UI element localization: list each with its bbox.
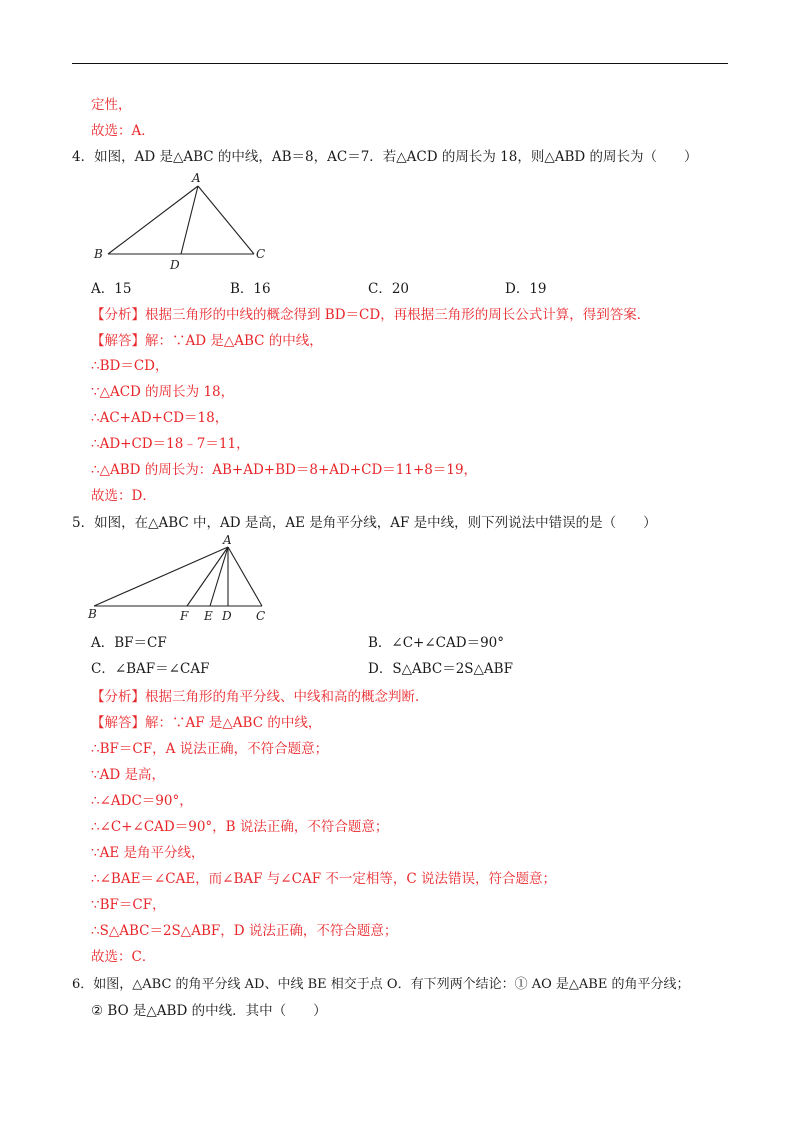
q4-solution-line: ∵△ACD 的周长为 18， bbox=[91, 384, 235, 400]
q5-option-d: D．S△ABC＝2S△ABF bbox=[368, 661, 513, 677]
q5-solution-line: ∵AE 是角平分线， bbox=[91, 845, 205, 861]
q5-solution-line: ∴∠ADC＝90°， bbox=[91, 793, 193, 809]
q5-label-C: C bbox=[256, 609, 266, 623]
q4-option-b: B．16 bbox=[230, 281, 271, 297]
carry-line-2: 故选：A． bbox=[91, 123, 155, 139]
q5-label-E: E bbox=[204, 609, 213, 623]
q5-solution-line: 【解答】解：∵AF 是△ABC 的中线， bbox=[91, 715, 322, 731]
q4-label-D: D bbox=[170, 258, 180, 272]
q4-option-a: A．15 bbox=[91, 281, 132, 297]
q4-label-B: B bbox=[94, 247, 103, 261]
q4-answer: 故选：D． bbox=[91, 488, 156, 504]
q4-analysis: 【分析】根据三角形的中线的概念得到 BD＝CD，再根据三角形的周长公式计算，得到答案． bbox=[91, 307, 651, 323]
q5-option-b: B．∠C+∠CAD＝90° bbox=[368, 635, 505, 651]
q4-option-c: C．20 bbox=[368, 281, 410, 297]
q5-option-c: C．∠BAF＝∠CAF bbox=[91, 661, 210, 677]
q4-label-C: C bbox=[256, 247, 266, 261]
q5-triangle-figure bbox=[84, 534, 284, 630]
q5-label-A: A bbox=[223, 533, 232, 547]
q5-analysis: 【分析】根据三角形的角平分线、中线和高的概念判断． bbox=[91, 689, 429, 705]
q5-solution-line: ∴∠C+∠CAD＝90°，B 说法正确，不符合题意； bbox=[91, 819, 389, 835]
q4-stem: 4．如图，AD 是△ABC 的中线，AB＝8，AC＝7．若△ACD 的周长为 18，则△ABD 的周长为（ ） bbox=[72, 149, 698, 165]
q4-solution-line: ∴BD＝CD， bbox=[91, 358, 169, 374]
q5-label-D: D bbox=[222, 609, 232, 623]
q5-solution-line: ∵AD 是高， bbox=[91, 767, 165, 783]
q5-label-B: B bbox=[88, 607, 97, 621]
q5-label-F: F bbox=[180, 609, 189, 623]
q5-solution-line: ∴S△ABC＝2S△ABF，D 说法正确，不符合题意； bbox=[91, 923, 398, 939]
q4-solution-line: ∴AD+CD＝18﹣7＝11， bbox=[91, 436, 250, 452]
q4-solution-line: 【解答】解：∵AD 是△ABC 的中线， bbox=[91, 333, 323, 349]
q4-label-A: A bbox=[192, 171, 201, 185]
q5-answer: 故选：C． bbox=[91, 949, 156, 965]
q5-option-a: A．BF＝CF bbox=[91, 635, 167, 651]
q4-triangle-figure bbox=[88, 170, 278, 270]
q6-stem-line-2: ② BO 是△ABD 的中线．其中（ ） bbox=[91, 1003, 327, 1019]
carry-line-1: 定性， bbox=[91, 97, 132, 113]
q6-stem-line-1: 6．如图，△ABC 的角平分线 AD、中线 BE 相交于点 O．有下列两个结论：① AO 是△ABE 的角平分线； bbox=[72, 977, 690, 992]
q4-option-d: D．19 bbox=[505, 281, 547, 297]
q5-solution-line: ∴BF＝CF，A 说法正确，不符合题意； bbox=[91, 741, 329, 757]
q4-solution-line: ∴AC+AD+CD＝18， bbox=[91, 410, 229, 426]
q5-solution-line: ∵BF＝CF， bbox=[91, 897, 166, 913]
header-rule bbox=[72, 63, 728, 64]
q5-solution-line: ∴∠BAE＝∠CAE，而∠BAF 与∠CAF 不一定相等，C 说法错误，符合题意； bbox=[91, 871, 556, 887]
q5-stem: 5．如图，在△ABC 中，AD 是高，AE 是角平分线，AF 是中线，则下列说法中错误的是（ ） bbox=[72, 515, 657, 531]
q4-solution-line: ∴△ABD 的周长为：AB+AD+BD＝8+AD+CD＝11+8＝19， bbox=[91, 462, 478, 478]
